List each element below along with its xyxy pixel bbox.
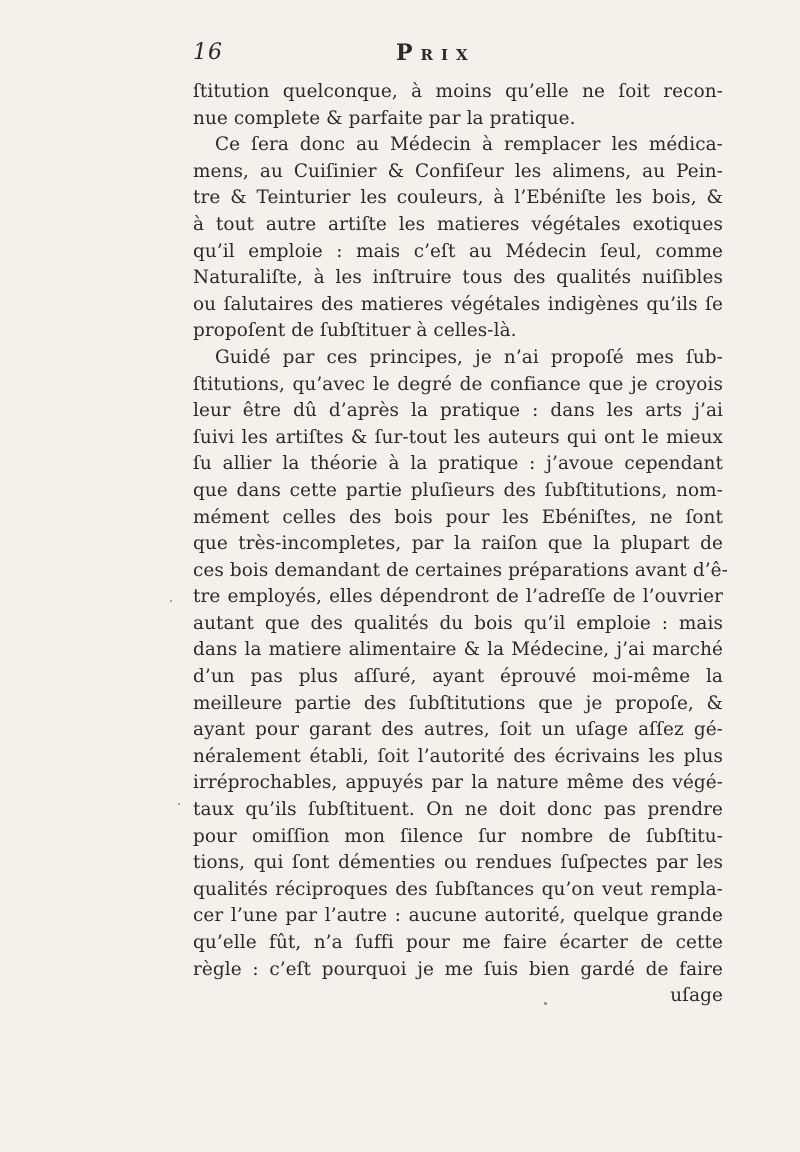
text-line: cer l’une par l’autre : aucune autorité, quelque grande: [193, 905, 723, 927]
text-line: pour omiſſion mon ſilence ſur nombre de ſubſtitu-: [193, 825, 723, 847]
running-head: Prix: [396, 40, 476, 66]
text-line: ces bois demandant de certaines préparations avant d’ê-: [193, 559, 728, 581]
ink-speck: [178, 803, 180, 805]
text-line: tions, qui ſont démenties ou rendues ſuſpectes par les: [193, 852, 723, 874]
text-line: que très-incompletes, par la raiſon que la plupart de: [193, 533, 723, 555]
page-number: 16: [193, 40, 223, 65]
text-line: mément celles des bois pour les Ebéniſtes, ne ſont: [193, 506, 723, 528]
text-line: tre & Teinturier les couleurs, à l’Ebéniſte les bois, &: [193, 187, 723, 209]
text-line: qualités réciproques des ſubſtances qu’on veut rempla-: [193, 878, 723, 900]
ink-speck: [544, 1002, 547, 1005]
text-line: Ce ſera donc au Médecin à remplacer les médica-: [215, 134, 723, 156]
text-line: propoſent de ſubſtituer à celles-là.: [193, 320, 517, 342]
text-line: taux qu’ils ſubſtituent. On ne doit donc pas prendre: [193, 799, 723, 821]
text-line: leur être dû d’après la pratique : dans les arts j’ai: [193, 400, 723, 422]
text-line: Guidé par ces principes, je n’ai propoſé mes ſub-: [215, 346, 723, 368]
text-line: néralement établi, ſoit l’autorité des écrivains les plus: [193, 745, 723, 767]
text-line: nue complete & parfaite par la pratique.: [193, 107, 576, 129]
text-line: ſtitution quelconque, à moins qu’elle ne ſoit recon-: [193, 81, 723, 102]
text-line: irréprochables, appuyés par la nature même des végé-: [193, 772, 723, 794]
text-line: à tout autre artiſte les matieres végétales exotiques: [193, 213, 723, 235]
text-line: mens, au Cuiſinier & Confiſeur les alimens, au Pein-: [193, 160, 723, 182]
text-line: qu’il emploie : mais c’eſt au Médecin ſeul, comme: [193, 240, 723, 262]
text-line: autant que des qualités du bois qu’il emploie : mais: [193, 612, 723, 634]
ink-speck: [170, 600, 172, 602]
text-line: d’un pas plus aſſuré, ayant éprouvé moi-même la: [193, 666, 723, 688]
text-line: meilleure partie des ſubſtitutions que je propoſe, &: [193, 692, 723, 714]
text-line: Naturaliſte, à les inſtruire tous des qualités nuiſibles: [193, 267, 723, 289]
catchword: uſage: [670, 985, 723, 1007]
page-header: [193, 40, 718, 80]
text-line: que dans cette partie pluſieurs des ſubſtitutions, nom-: [193, 479, 723, 501]
text-line: règle : c’eſt pourquoi je me ſuis bien gardé de faire: [193, 958, 723, 980]
text-line: tre employés, elles dépendront de l’adreſſe de l’ouvrier: [193, 586, 723, 608]
text-line: ou ſalutaires des matieres végétales indigènes qu’ils ſe: [193, 293, 723, 315]
text-line: dans la matiere alimentaire & la Médecine, j’ai marché: [193, 639, 723, 661]
text-line: ſtitutions, qu’avec le degré de confiance que je croyois: [193, 373, 723, 395]
text-line: ſu allier la théorie à la pratique : j’avoue cependant: [193, 453, 723, 475]
text-line: ayant pour garant des autres, ſoit un uſage aſſez gé-: [193, 719, 723, 741]
text-line: ſuivi les artiſtes & ſur-tout les auteurs qui ont le mieux: [193, 426, 723, 448]
text-line: qu’elle fût, n’a ſuffi pour me faire écarter de cette: [193, 932, 723, 953]
body-text: [193, 79, 728, 1010]
